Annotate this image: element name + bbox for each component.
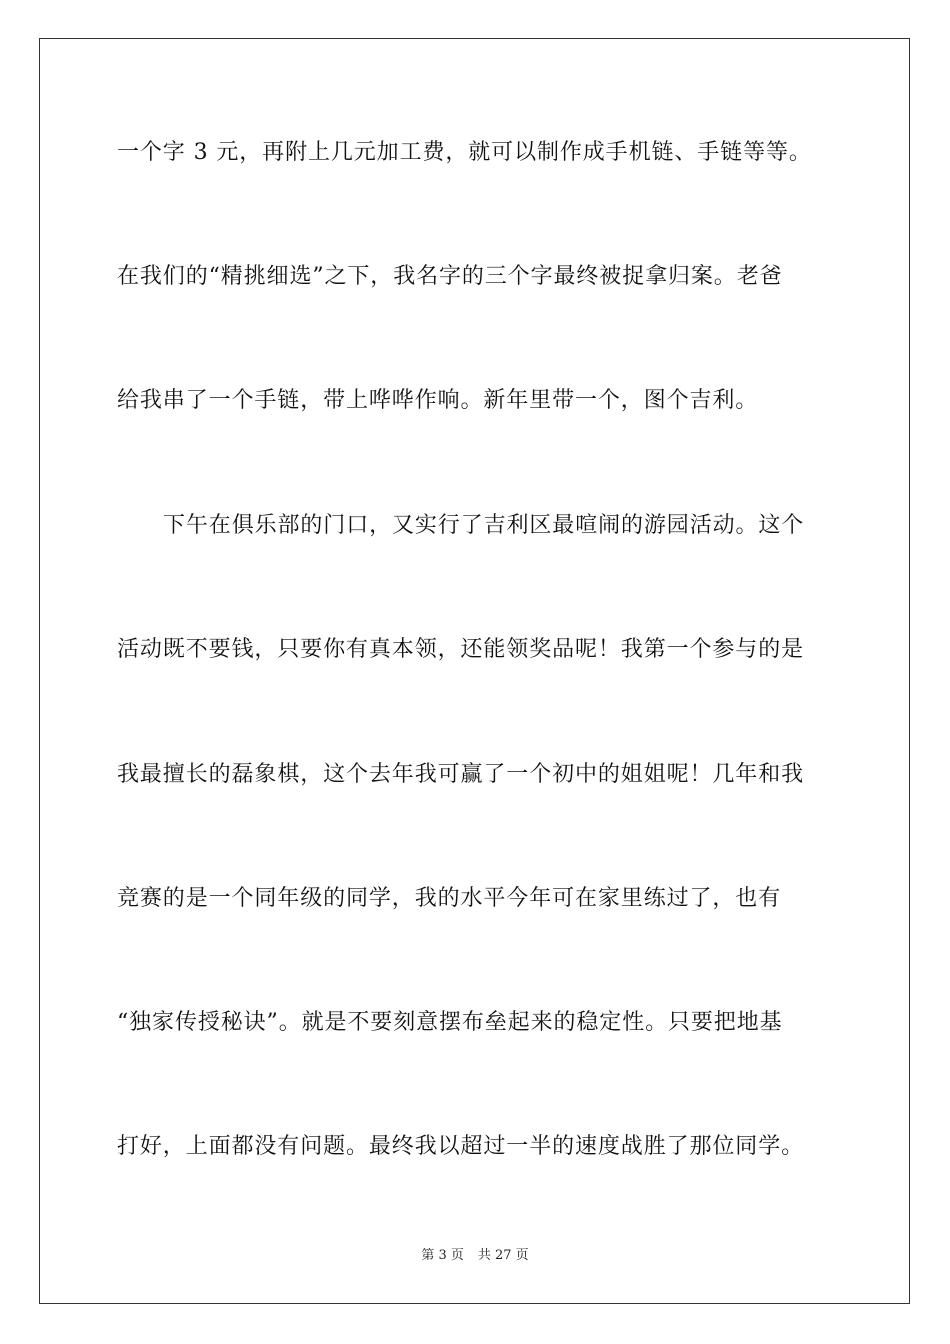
page-border [39,38,910,1304]
text-line-2: 在我们的“精挑细选”之下，我名字的三个字最终被捉拿归案。老爸 [117,264,783,289]
text-line-3: 给我串了一个手链，带上哗哗作响。新年里带一个，图个吉利。 [117,388,759,413]
text-line-4-paragraph-start: 下午在俱乐部的门口，又实行了吉利区最喧闹的游园活动。这个 [163,513,805,538]
page-number: 第 3 页 [421,1248,464,1263]
text-line-6: 我最擅长的磊象棋，这个去年我可赢了一个初中的姐姐呢！几年和我 [117,762,805,787]
text-line-8: “独家传授秘诀”。就是不要刻意摆布垒起来的稳定性。只要把地基 [117,1010,783,1035]
page-footer [0,1247,950,1265]
text-line-9: 打好，上面都没有问题。最终我以超过一半的速度战胜了那位同学。 [117,1134,805,1159]
text-line-7: 竞赛的是一个同年级的同学，我的水平今年可在家里练过了，也有 [117,886,782,911]
text-line-5: 活动既不要钱，只要你有真本领，还能领奖品呢！我第一个参与的是 [117,637,805,662]
total-pages: 共 27 页 [477,1248,529,1263]
text-line-1: 一个字 3 元，再附上几元加工费，就可以制作成手机链、手链等等。 [117,140,812,165]
